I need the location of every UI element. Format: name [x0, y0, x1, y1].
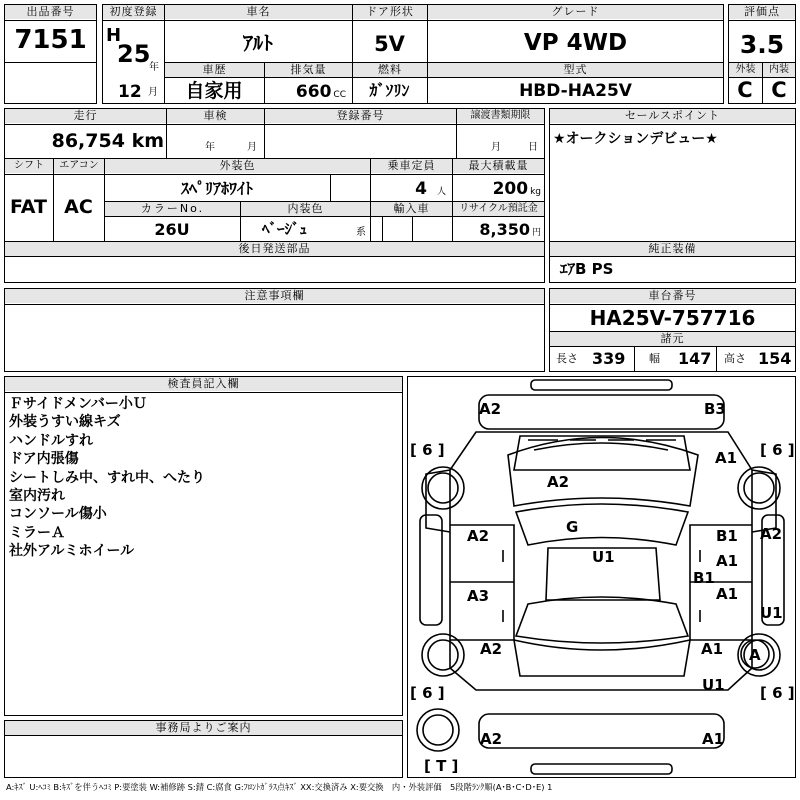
car-damage-diagram [407, 376, 796, 778]
inspector-line: Ｆサイドメンバー小Ｕ [9, 396, 147, 412]
damage-mark: A2 [480, 730, 503, 748]
history: 自家用 [185, 80, 243, 102]
era: H [106, 25, 122, 46]
office-label: 事務局よりご案内 [5, 721, 402, 735]
exterior-color: ｽﾍﾟﾘｱﾎﾜｲﾄ [180, 179, 253, 198]
damage-mark: U1 [592, 548, 615, 566]
sales-text: ★オークションデビュー★ [553, 131, 718, 147]
interior-label: 内装 [763, 63, 795, 77]
plate-label: 登録番号 [265, 109, 456, 123]
shift: FAT [10, 196, 47, 218]
inspector-line: ミラーＡ [9, 524, 65, 541]
displacement: 660 CC [295, 82, 346, 102]
damage-mark: U1 [760, 604, 783, 622]
reg-month: 12 [118, 82, 142, 102]
model: HBD-HA25V [519, 81, 632, 101]
damage-mark: A2 [547, 473, 570, 491]
damage-mark: A1 [716, 552, 739, 570]
damage-mark: B1 [716, 527, 738, 545]
damage-mark: B1 [693, 569, 715, 587]
inspector-line: 社外アルミホイール [9, 543, 135, 560]
damage-mark: A1 [701, 640, 724, 658]
lot-label: 出品番号 [5, 5, 96, 19]
ac-label: エアコン [54, 159, 104, 173]
color-label: 外装色 [105, 159, 370, 173]
reg-year: 25 [117, 40, 151, 68]
transfer-day-unit: 日 [528, 142, 538, 153]
recycle-label: リサイクル預託金 [453, 202, 544, 216]
legend: A:ｷｽﾞ U:ﾍｺﾐ B:ｷｽﾞを伴うﾍｺﾐ P:要塗装 W:補修跡 S:錆 C:腐食 G:ﾌﾛﾝﾄｶﾞﾗｽ点ｷｽﾞ XX:交換済み X:要交換 内・外装評価 5段階ﾗﾝｸ順(A･B･C･D･E) 1 [6, 782, 553, 792]
transfer-month-unit: 月 [491, 142, 501, 153]
damage-mark: A1 [715, 449, 738, 467]
length-label: 長さ [556, 352, 578, 365]
damage-mark: A [749, 646, 761, 664]
car-name-label: 車名 [165, 5, 352, 19]
grade: VP 4WD [523, 30, 628, 56]
tire-rl: [ 6 ] [410, 684, 445, 702]
later-parts-label: 後日発送部品 [5, 242, 544, 256]
damage-mark: A1 [702, 730, 725, 748]
inspector-line: シートしみ中、すれ中、へたり [9, 469, 205, 486]
chassis-label: 車台番号 [550, 289, 795, 303]
sales-box [549, 108, 796, 242]
damage-mark: G [566, 518, 579, 536]
first-reg-label: 初度登録 [103, 5, 164, 19]
int-color-label: 内装色 [241, 202, 370, 216]
notes-label: 注意事項欄 [5, 289, 544, 303]
inspector-line: 外装うすい線キズ [9, 414, 121, 431]
exterior-grade: C [737, 78, 753, 102]
model-label: 型式 [428, 63, 723, 77]
damage-mark: U1 [702, 676, 725, 694]
inspection-month-unit: 月 [247, 142, 257, 153]
int-color: ﾍﾞｰｼﾞｭ [262, 220, 308, 238]
width-label: 幅 [649, 352, 660, 365]
tire-fl: [ 6 ] [410, 441, 445, 459]
inspector-line: コンソール傷小 [9, 506, 107, 523]
color-no-label: カラーNo. [105, 202, 240, 216]
ac: AC [64, 196, 93, 218]
dims-label: 諸元 [550, 332, 795, 346]
inspector-notes [9, 395, 205, 561]
inspector-line: ハンドルすれ [9, 432, 93, 449]
recycle-fee: 8,350 円 [479, 220, 541, 239]
damage-mark: B3 [704, 400, 726, 418]
genuine-text: ｴｱB PS [560, 260, 614, 278]
lot-number: 7151 [14, 25, 87, 55]
inspector-label: 検査員記入欄 [5, 377, 402, 391]
door-type: 5V [374, 32, 405, 56]
fuel: ｶﾞｿﾘﾝ [369, 81, 410, 100]
displacement-label: 排気量 [265, 63, 352, 77]
history-label: 車歴 [165, 63, 264, 77]
damage-mark: A2 [760, 525, 783, 543]
tire-spare: [ T ] [424, 757, 459, 775]
car-name: ｱﾙﾄ [243, 31, 273, 55]
score: 3.5 [739, 30, 785, 59]
grade-label: グレード [428, 5, 723, 19]
reg-year-unit: 年 [149, 62, 159, 73]
color-no: 26U [154, 220, 190, 239]
damage-mark: A2 [480, 640, 503, 658]
damage-mark: A2 [467, 527, 490, 545]
width: 147 [678, 349, 712, 368]
inspector-line: ドア内張傷 [9, 451, 79, 468]
capacity: 4 人 [415, 179, 446, 199]
import-label: 輸入車 [371, 202, 452, 216]
shift-label: シフト [5, 159, 53, 173]
interior-grade: C [771, 78, 787, 102]
sales-label: セールスポイント [550, 109, 795, 123]
chassis-number: HA25V-757716 [589, 306, 756, 330]
reg-month-unit: 月 [148, 87, 158, 98]
damage-mark: A2 [479, 400, 502, 418]
max-load: 200 kg [492, 179, 541, 199]
damage-mark: A3 [467, 587, 490, 605]
tire-fr: [ 6 ] [760, 441, 795, 459]
inspector-line: 室内汚れ [9, 488, 65, 505]
inspection-year-unit: 年 [205, 142, 215, 153]
damage-mark: A1 [716, 585, 739, 603]
door-label: ドア形状 [353, 5, 427, 19]
genuine-label: 純正装備 [550, 242, 795, 256]
height: 154 [758, 349, 792, 368]
length: 339 [592, 349, 626, 368]
transfer-label: 譲渡書類期限 [457, 109, 544, 123]
load-label: 最大積載量 [453, 159, 544, 173]
tire-rr: [ 6 ] [760, 684, 795, 702]
mileage-label: 走行 [5, 109, 166, 123]
int-color-unit: 系 [356, 227, 366, 238]
capacity-label: 乗車定員 [371, 159, 452, 173]
height-label: 高さ [724, 352, 746, 365]
exterior-label: 外装 [729, 63, 762, 77]
score-label: 評価点 [729, 5, 795, 19]
inspection-label: 車検 [167, 109, 264, 123]
fuel-label: 燃料 [353, 63, 427, 77]
mileage: 86,754 km [51, 130, 164, 152]
